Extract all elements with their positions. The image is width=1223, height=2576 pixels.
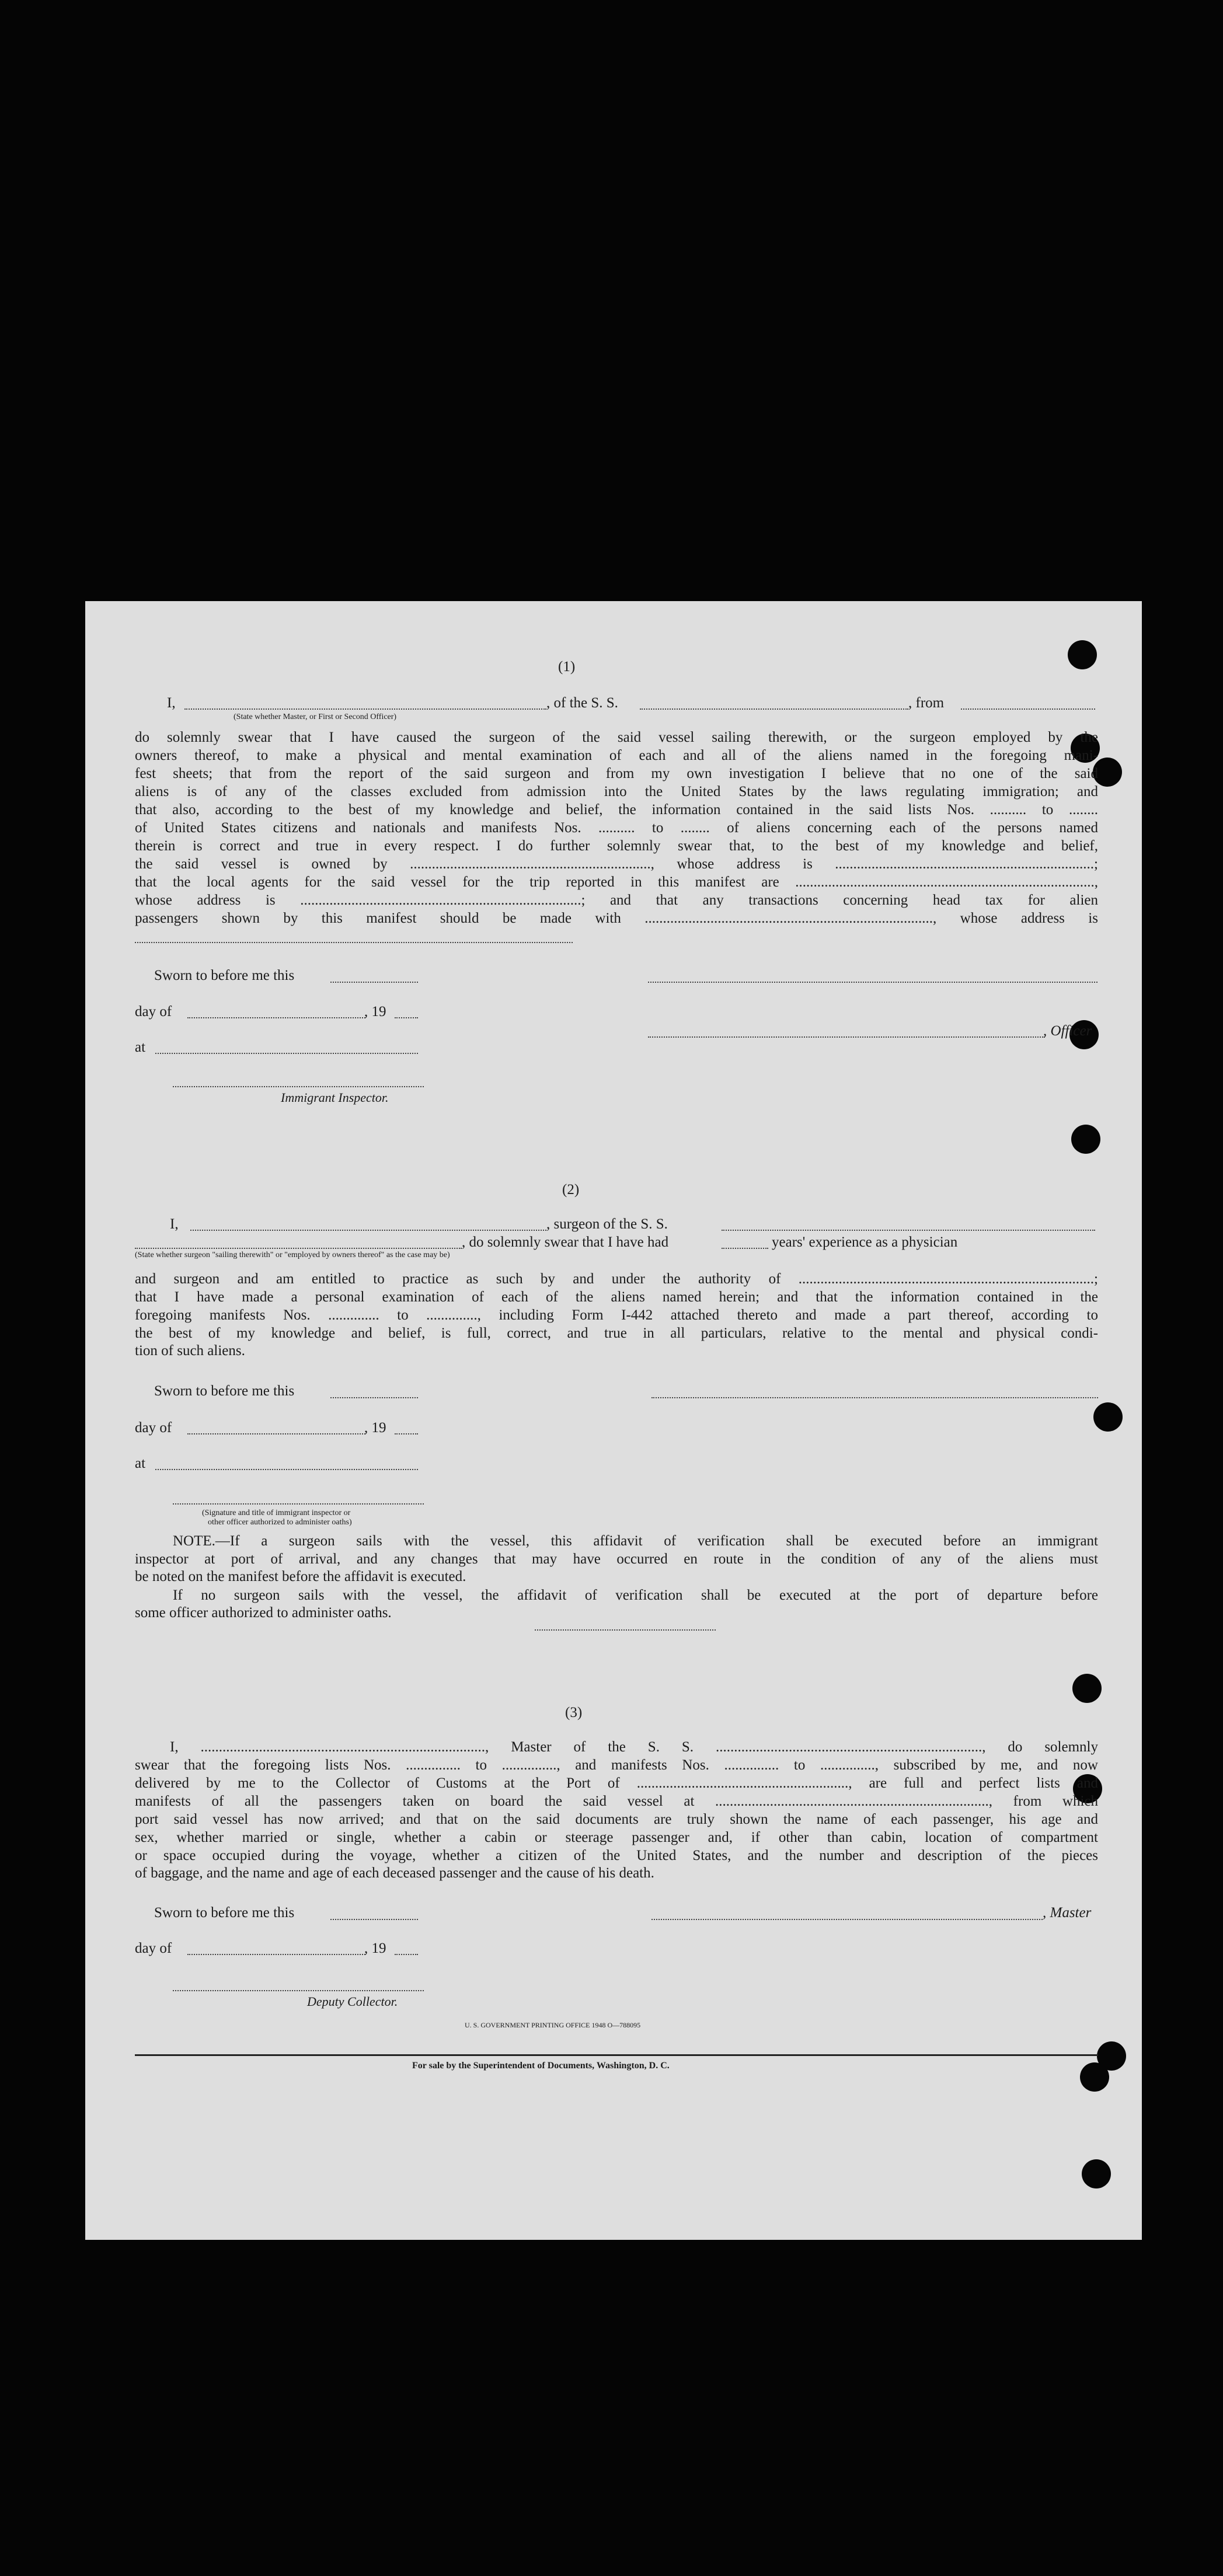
s1-signature-line	[648, 982, 1097, 983]
s3-line-1: swear that the foregoing lists Nos. ............... to ..............., and manifests Nos. ............... to ..............., subscribed by me, and now	[135, 1757, 1098, 1773]
s2-sworn: Sworn to before me this	[154, 1383, 295, 1399]
s1-line-5: that also, according to the best of my knowledge and belief, the information contained in the said lists Nos. .......... to ........	[135, 802, 1098, 818]
s3-master-line	[651, 1919, 1043, 1920]
s3-year-line	[395, 1954, 418, 1955]
s1-sworn-line	[330, 982, 418, 983]
s1-address-line	[135, 942, 573, 943]
s2-day-of: day of	[135, 1420, 172, 1436]
s2-year-line	[395, 1433, 418, 1434]
form-sheet	[85, 601, 1142, 2240]
s1-line-11: passengers shown by this manifest should be made with ..............................................................................., whose address is	[135, 910, 1098, 926]
s1-name-line	[184, 708, 546, 710]
s3-sworn-line	[330, 1919, 418, 1920]
s3-sworn: Sworn to before me this	[154, 1905, 295, 1921]
s1-line-8: the said vessel is owned by .................................................................., whose address is .......................................................................;	[135, 856, 1098, 872]
s1-line-9: that the local agents for the said vessel for the trip reported in this manifest are ..................................................................................,	[135, 874, 1098, 890]
s2-years-line	[722, 1248, 768, 1249]
section-1-number: (1)	[558, 659, 576, 675]
s1-line-10: whose address is .............................................................................; and that any transactions concerning head tax for alien	[135, 892, 1098, 908]
s2-inspector-line	[173, 1503, 424, 1505]
s3-line-3: manifests of all the passengers taken on board the said vessel at ..........................................................................., from which	[135, 1793, 1098, 1809]
s1-officer-line	[648, 1036, 1045, 1038]
s1-year-line	[395, 1017, 418, 1018]
s2-note-line-3: be noted on the manifest before the affidavit is executed.	[135, 1569, 466, 1584]
s2-years: years' experience as a physician	[772, 1234, 958, 1250]
s2-vessel-line	[722, 1230, 1095, 1231]
binder-hole	[1082, 2159, 1111, 2188]
s3-line-2: delivered by me to the Collector of Customs at the Port of .........................................................., are full and perfect lists and	[135, 1775, 1098, 1791]
for-sale-notice: For sale by the Superintendent of Documents, Washington, D. C.	[412, 2061, 670, 2071]
s2-signature-line	[651, 1397, 1098, 1398]
s2-name-line	[190, 1230, 546, 1231]
s3-line-4: port said vessel has now arrived; and that on the said documents are truly shown the name of each passenger, his age and	[135, 1811, 1098, 1827]
s2-day-line	[187, 1433, 365, 1434]
s3-first-line: I, .............................................................................., Master of the S. S. ........................................................................., do solemnly	[170, 1739, 1098, 1755]
s1-from-line	[961, 708, 1095, 710]
s1-sworn: Sworn to before me this	[154, 968, 295, 983]
s1-line-2: owners thereof, to make a physical and mental examination of each and all of the aliens named in the foregoing mani-	[135, 748, 1098, 763]
s2-divider	[535, 1629, 716, 1631]
footer-rule	[135, 2054, 1098, 2056]
s1-line-7: therein is correct and true in every respect. I do further solemnly swear that, to the best of my knowledge and belief,	[135, 838, 1098, 854]
binder-hole	[1068, 640, 1097, 669]
section-2-number: (2)	[562, 1182, 580, 1198]
s2-line-3: foregoing manifests Nos. .............. to .............., including Form I-442 attached thereto and made a part thereof, according to	[135, 1307, 1098, 1323]
s1-day-of: day of	[135, 1004, 172, 1020]
s1-inspector-line	[173, 1086, 424, 1087]
binder-hole	[1093, 1402, 1123, 1432]
printing-office-imprint: U. S. GOVERNMENT PRINTING OFFICE 1948 O—788095	[465, 2021, 641, 2029]
s1-at-line	[155, 1053, 418, 1054]
section-3-number: (3)	[565, 1705, 583, 1720]
binder-hole	[1072, 1674, 1102, 1703]
s2-do-swear: , do solemnly swear that I have had	[462, 1234, 669, 1250]
s3-deputy-line	[173, 1990, 424, 1991]
s2-i-label: I,	[170, 1216, 179, 1232]
s1-vessel-line	[640, 708, 908, 710]
s2-if-line-1: If no surgeon sails with the vessel, the affidavit of verification shall be executed at the port of departure before	[173, 1587, 1098, 1603]
s1-inspector-label: Immigrant Inspector.	[281, 1090, 389, 1105]
s3-day-line	[187, 1954, 365, 1955]
s2-sworn-line	[330, 1397, 418, 1398]
s2-line-1: and surgeon and am entitled to practice as such by and under the authority of .................................................................................;	[135, 1271, 1098, 1287]
binder-hole	[1071, 1125, 1100, 1154]
s3-deputy-label: Deputy Collector.	[307, 1994, 398, 2009]
s2-status-note: (State whether surgeon "sailing therewith" or "employed by owners thereof" as the case may be)	[135, 1251, 450, 1259]
s1-day-line	[187, 1017, 365, 1018]
s2-at-line	[155, 1469, 418, 1470]
s1-officer-note: (State whether Master, or First or Second Officer)	[234, 713, 397, 721]
s2-sig-note-2: other officer authorized to administer oaths)	[208, 1518, 352, 1527]
s3-line-6: or space occupied during the voyage, whether a citizen of the United States, and the number and description of the pieces	[135, 1848, 1098, 1863]
s2-note-line-1: NOTE.—If a surgeon sails with the vessel, this affidavit of verification shall be executed before an immigrant	[173, 1533, 1098, 1549]
s3-day-of: day of	[135, 1940, 172, 1956]
binder-hole	[1080, 2062, 1109, 2092]
s1-line-6: of United States citizens and nationals and manifests Nos. .......... to ........ of aliens concerning each of the persons named	[135, 820, 1098, 836]
s2-note-line-2: inspector at port of arrival, and any changes that may have occurred en route in the condition of any of the aliens must	[135, 1551, 1098, 1567]
s2-line-5: tion of such aliens.	[135, 1343, 245, 1359]
s1-from: , from	[908, 695, 945, 711]
s1-line-3: fest sheets; that from the report of the said surgeon and from my own investigation I believe that no one of the said	[135, 766, 1098, 781]
s2-sig-note-1: (Signature and title of immigrant inspector or	[202, 1509, 351, 1517]
s3-year: , 19	[364, 1940, 386, 1956]
s2-surgeon-of: , surgeon of the S. S.	[546, 1216, 668, 1232]
s2-year: , 19	[364, 1420, 386, 1436]
s2-status-line	[135, 1248, 462, 1249]
s2-line-4: the best of my knowledge and belief, is full, correct, and true in all particulars, relative to the mental and physical condi-	[135, 1325, 1098, 1341]
s2-at: at	[135, 1455, 146, 1471]
s3-line-7: of baggage, and the name and age of each deceased passenger and the cause of his death.	[135, 1865, 654, 1881]
s3-master-label: , Master	[1043, 1905, 1092, 1921]
s1-line-4: aliens is of any of the classes excluded from admission into the United States by the laws regulating immigration; and	[135, 784, 1098, 800]
s1-i-label: I,	[167, 695, 176, 711]
s1-officer-label: , Officer	[1043, 1023, 1092, 1039]
s1-year: , 19	[364, 1004, 386, 1020]
s2-line-2: that I have made a personal examination of each of the aliens named herein; and that the information contained in the	[135, 1289, 1098, 1305]
s1-of-ss: , of the S. S.	[546, 695, 618, 711]
s2-if-line-2: some officer authorized to administer oaths.	[135, 1605, 392, 1621]
s1-line-1: do solemnly swear that I have caused the surgeon of the said vessel sailing therewith, or the surgeon employed by the	[135, 729, 1098, 745]
s1-at: at	[135, 1039, 146, 1055]
s3-line-5: sex, whether married or single, whether a cabin or steerage passenger and, if other than cabin, location of compartment	[135, 1830, 1098, 1845]
